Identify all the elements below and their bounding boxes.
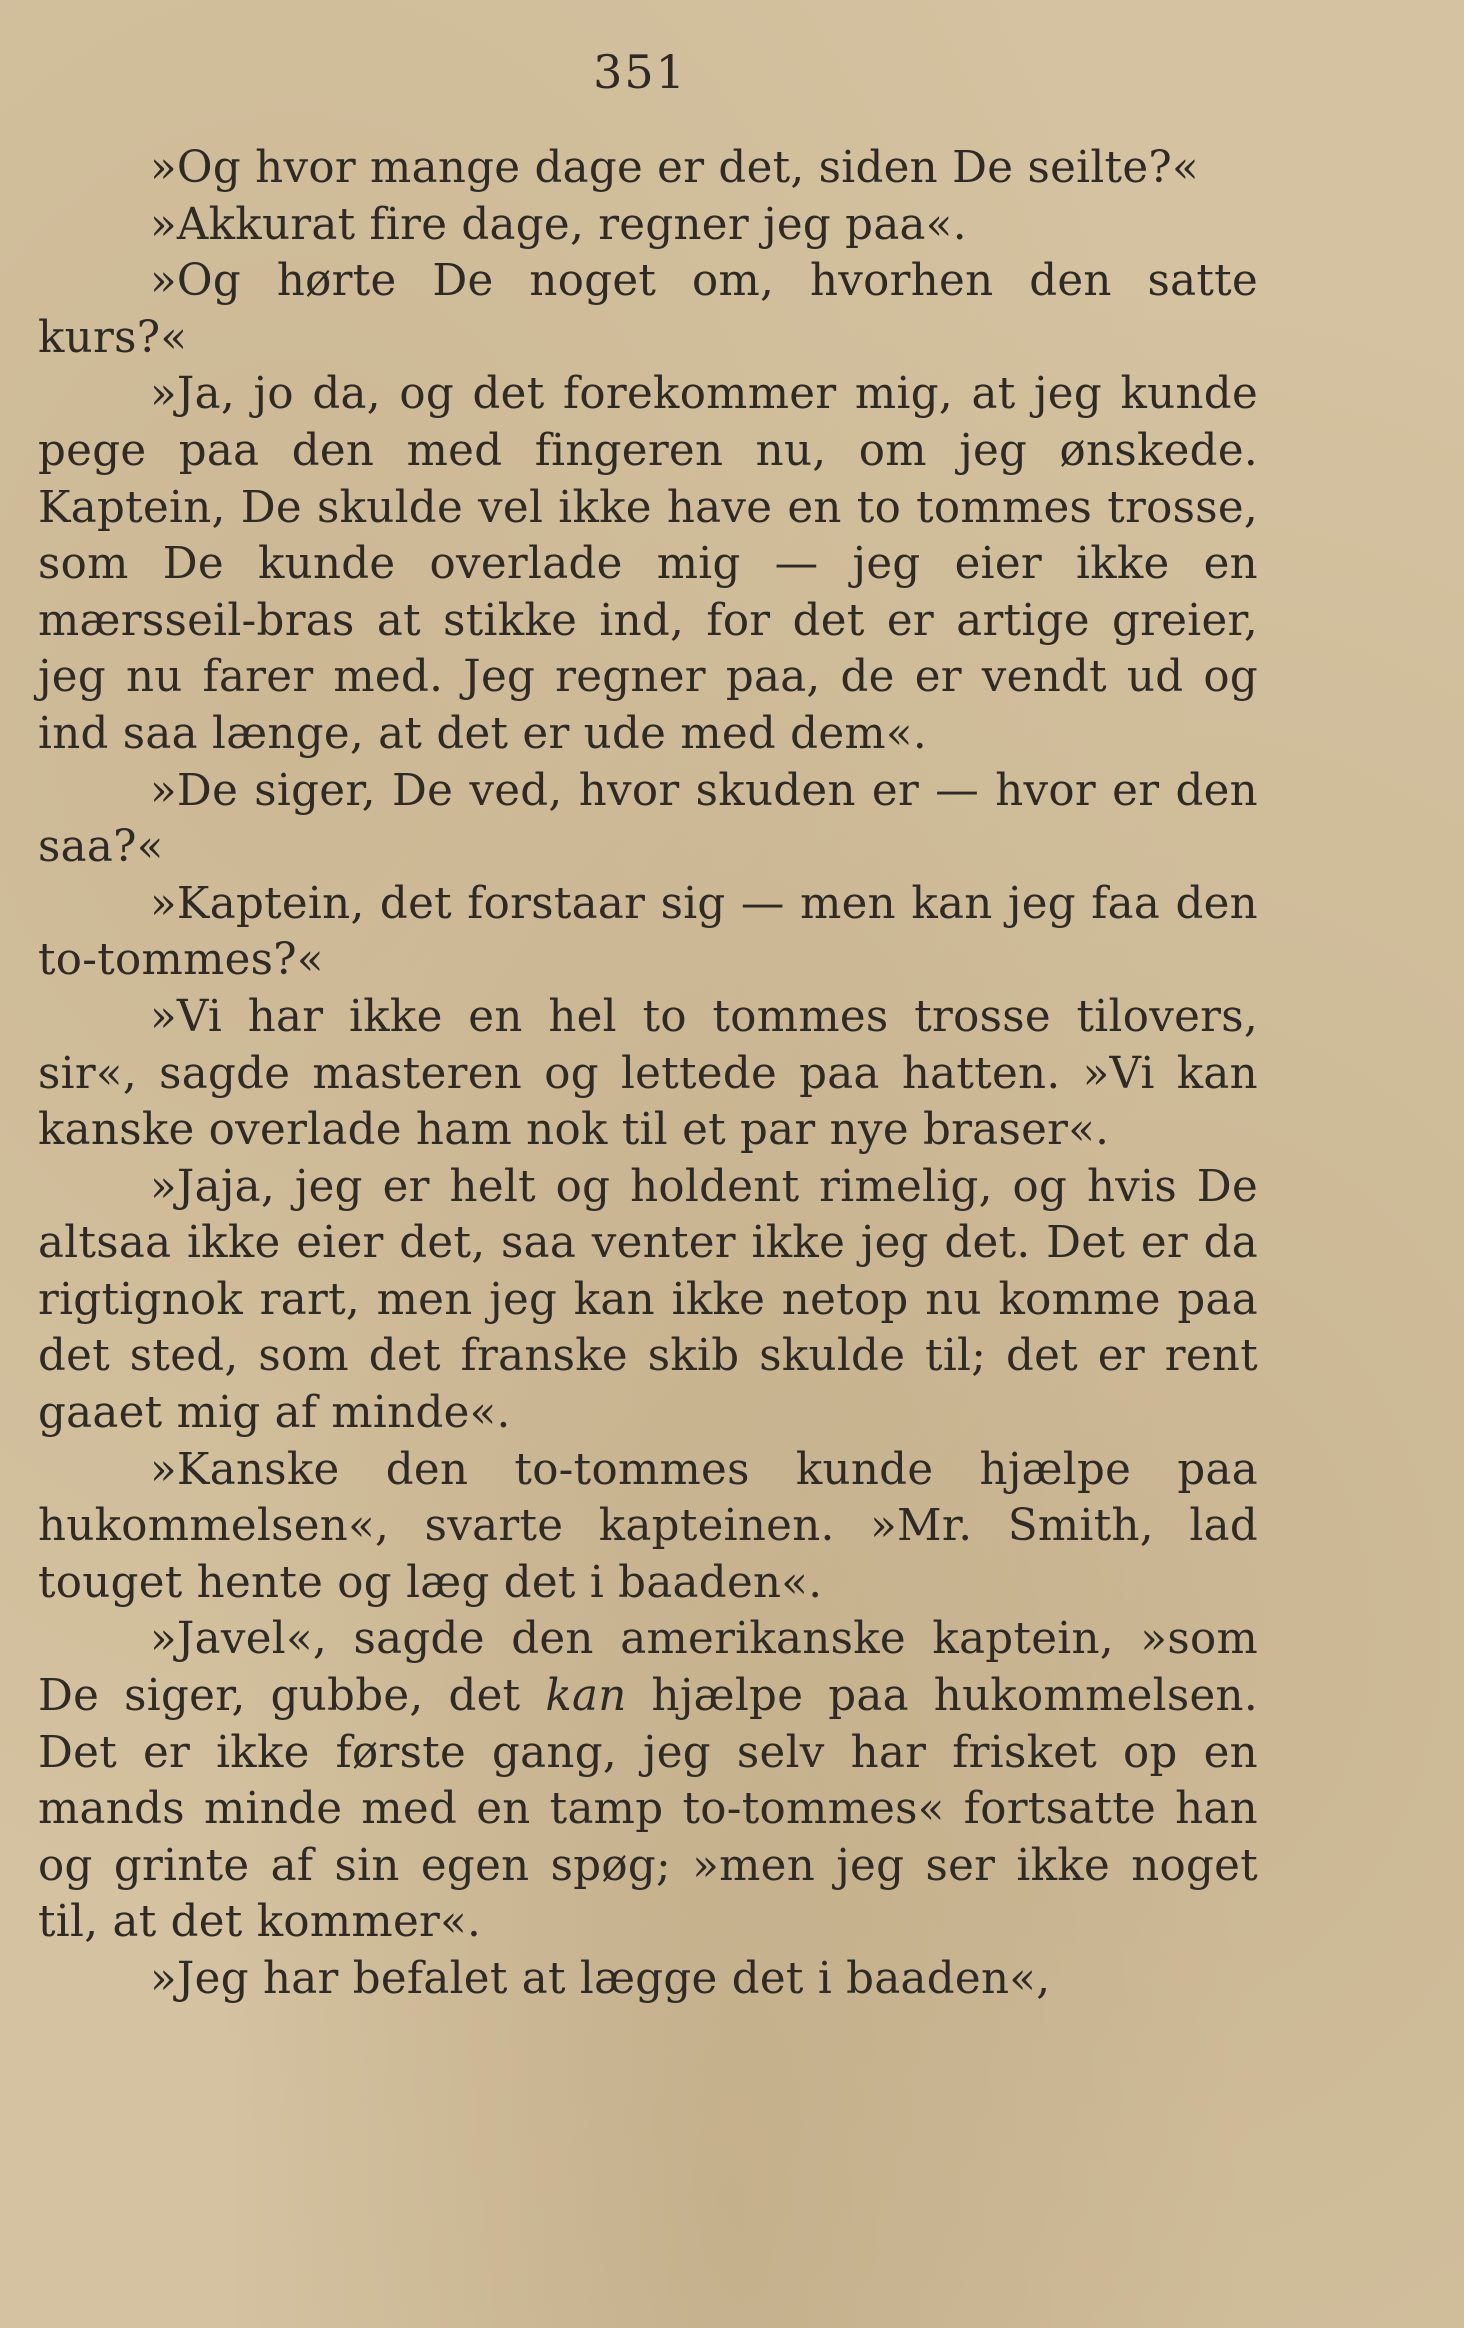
paragraph: »Og hørte De noget om, hvorhen den satte kurs?« bbox=[38, 256, 1258, 363]
paragraph: »Jaja, jeg er helt og holdent rimelig, og hvis De altsaa ikke eier det, saa venter ikke jeg det. Det er da rigtignok rart, men jeg kan ikke netop nu komme paa det sted, som det franske skib skulde til; det er rent gaaet mig af minde«. bbox=[38, 1161, 1258, 1439]
paragraph: »Kaptein, det forstaar sig — men kan jeg faa den to-tommes?« bbox=[38, 878, 1258, 986]
paragraph: »Akkurat fire dage, regner jeg paa«. bbox=[150, 199, 967, 250]
paragraph bbox=[38, 1611, 1258, 1951]
paragraph-text-end: hjælpe paa hukommelsen. Det er ikke første gang, jeg selv har frisket op en mands minde med en tamp to-tommes« fortsatte han og grinte af sin egen spøg; »men jeg ser ikke noget til, at det kommer«. bbox=[38, 1671, 1259, 1948]
paragraph: »Jeg har befalet at lægge det i baaden«, bbox=[150, 1954, 1051, 2004]
paragraph: »Vi har ikke en hel to tommes trosse tilovers, sir«, sagde masteren og lettede paa hatten. »Vi kan kanske overlade ham nok til et par nye braser«. bbox=[38, 991, 1258, 1156]
paragraph: »Kanske den to-tommes kunde hjælpe paa hukommelsen«, svarte kapteinen. »Mr. Smith, lad touget hente og læg det i baaden«. bbox=[38, 1444, 1258, 1608]
page-number: 351 bbox=[593, 45, 687, 99]
emphasized-word: kan bbox=[545, 1671, 627, 1722]
paragraph: »Ja, jo da, og det forekommer mig, at jeg kunde pege paa den med fingeren nu, om jeg ønskede. Kaptein, De skulde vel ikke have en to tommes trosse, som De kunde overlade mig — jeg eier ikke en mærsseil-bras at stikke ind, for det er artige greier, jeg nu farer med. Jeg regner paa, de er vendt ud og ind saa længe, at det er ude med dem«. bbox=[38, 369, 1258, 759]
page-text bbox=[38, 140, 1258, 2008]
paragraph: »Og hvor mange dage er det, siden De seilte?« bbox=[150, 143, 1199, 193]
paragraph-text-start: »Javel«, sagde den amerikanske kaptein, »som De siger, gubbe, det bbox=[38, 1614, 1258, 1722]
paragraph: »De siger, De ved, hvor skuden er — hvor er den saa?« bbox=[38, 765, 1258, 873]
